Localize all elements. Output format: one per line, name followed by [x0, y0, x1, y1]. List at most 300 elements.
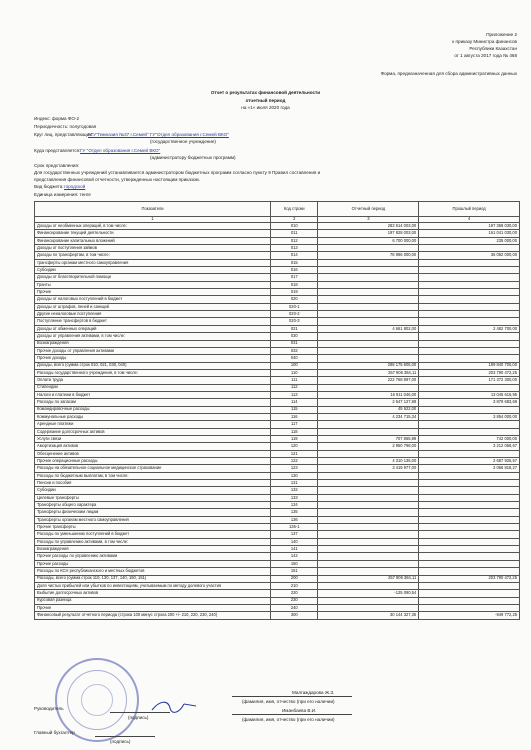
row-previous-value [419, 538, 520, 545]
row-current-value [318, 296, 419, 303]
table-row [35, 465, 520, 472]
row-current-value: 2 950 798,00 [318, 443, 419, 450]
row-previous-value [419, 487, 520, 494]
row-code: 110 [271, 369, 318, 376]
row-current-value [318, 259, 419, 266]
row-previous-value [419, 296, 520, 303]
row-code: 300 [271, 612, 318, 619]
head-name-note: (фамилия, имя, отчество (при его наличии) [242, 699, 335, 704]
row-previous-value: 3 879 683,69 [419, 399, 520, 406]
head-signature-icon [150, 698, 200, 714]
submitters-value: КГУ"Гимназия №37 г.Семей" ГУ"Отдел образования г.Семей ВКО" [88, 132, 229, 137]
row-indicator: Налоги и платежи в бюджет [35, 391, 271, 398]
row-current-value [318, 560, 419, 567]
row-previous-value: 2 687 925,67 [419, 458, 520, 465]
table-row [35, 355, 520, 362]
table-row [35, 252, 520, 259]
row-indicator: Оплата труда [35, 377, 271, 384]
table-row [35, 369, 520, 376]
table-row [35, 318, 520, 325]
row-previous-value: -949 772,25 [419, 612, 520, 619]
row-indicator: Расходы государственного учреждения, в том числе: [35, 369, 271, 376]
table-row [35, 538, 520, 545]
row-previous-value [419, 450, 520, 457]
accountant-name-line [232, 714, 352, 715]
row-current-value [318, 421, 419, 428]
table-row [35, 259, 520, 266]
row-previous-value [419, 516, 520, 523]
row-indicator: Прочие трансферты [35, 524, 271, 531]
row-previous-value [419, 421, 520, 428]
row-code: 137 [271, 531, 318, 538]
submitters-note: (государственное учреждение) [150, 139, 216, 144]
row-current-value [318, 604, 419, 611]
header-previous-period: Прошлый период [419, 202, 520, 217]
row-code: 200 [271, 575, 318, 582]
row-current-value: 16 911 046,00 [318, 391, 419, 398]
row-previous-value: 3 212 058,67 [419, 443, 520, 450]
row-previous-value [419, 480, 520, 487]
row-code: 021 [271, 325, 318, 332]
row-indicator: Другие неналоговые поступления [35, 311, 271, 318]
accountant-sign-caption: (подпись) [110, 739, 131, 744]
periodicity: Периодичность: полугодовая [34, 124, 97, 129]
row-previous-value [419, 347, 520, 354]
budget-value: городской [64, 184, 86, 189]
submitters-label: Круг лиц, представляющих: [34, 132, 93, 137]
row-indicator: Прочие расходы по управлению активами [35, 553, 271, 560]
appendix-line-2: к приказу Министра финансов [452, 39, 517, 44]
row-code: 014 [271, 252, 318, 259]
row-previous-value [419, 318, 520, 325]
row-indicator: Расходы по запасам [35, 399, 271, 406]
row-indicator: Расходы по КСН республиканского и местных бюджетов [35, 568, 271, 575]
table-row [35, 487, 520, 494]
row-current-value: 6 700 000,00 [318, 237, 419, 244]
table-row [35, 575, 520, 582]
table-row [35, 531, 520, 538]
row-indicator: Расходы по уменьшению поступлений в бюджет [35, 531, 271, 538]
table-row [35, 509, 520, 516]
row-current-value [318, 245, 419, 252]
row-code: 150 [271, 560, 318, 567]
table-row [35, 267, 520, 274]
results-table [34, 201, 520, 620]
row-indicator: Доходы от налоговых поступлений в бюджет [35, 296, 271, 303]
row-previous-value [419, 546, 520, 553]
row-current-value [318, 487, 419, 494]
accountant-signature-line [95, 736, 155, 737]
row-indicator: Доходы по трансфертам, в том числе: [35, 252, 271, 259]
row-previous-value [419, 303, 520, 310]
table-row [35, 480, 520, 487]
row-code: 115 [271, 406, 318, 413]
row-indicator: Доходы от управления активами, в том числе: [35, 333, 271, 340]
row-indicator: Финансовый результат отчетного периода (строка 100 минус строка 200 +/- 210, 220, 230, 240) [35, 612, 271, 619]
row-code: 020-2 [271, 311, 318, 318]
table-row [35, 237, 520, 244]
row-code: 133 [271, 494, 318, 501]
row-previous-value [419, 560, 520, 567]
appendix-line-1: Приложение 2 [486, 32, 517, 37]
row-current-value: 30 144 327,35 [318, 612, 419, 619]
row-indicator: Прочие [35, 289, 271, 296]
head-name: Малгаждарова Ж.З. [292, 690, 335, 695]
row-indicator: Финансирование текущей деятельности [35, 230, 271, 237]
row-indicator: Курсовая разница [35, 597, 271, 604]
table-row [35, 223, 520, 230]
row-code: 141 [271, 546, 318, 553]
row-indicator: Гранты [35, 281, 271, 288]
row-code: 030 [271, 333, 318, 340]
header-indicators: Показатели [35, 202, 271, 217]
row-indicator: Вознаграждения [35, 340, 271, 347]
table-row [35, 274, 520, 281]
row-current-value [318, 333, 419, 340]
row-current-value [318, 494, 419, 501]
table-row [35, 230, 520, 237]
row-indicator: Доходы от поступления займов [35, 245, 271, 252]
table-row [35, 450, 520, 457]
row-indicator: Прочие расходы [35, 560, 271, 567]
table-row [35, 406, 520, 413]
index-cell: 2 [271, 217, 318, 223]
row-current-value [318, 546, 419, 553]
row-current-value [318, 267, 419, 274]
head-label: Руководитель [34, 706, 64, 711]
table-row [35, 494, 520, 501]
row-indicator: Арендные платежи [35, 421, 271, 428]
row-code: 210 [271, 582, 318, 589]
row-previous-value [419, 428, 520, 435]
row-current-value [318, 274, 419, 281]
row-code: 015 [271, 259, 318, 266]
row-previous-value [419, 289, 520, 296]
table-row [35, 384, 520, 391]
row-current-value [318, 509, 419, 516]
table-row [35, 516, 520, 523]
table-row [35, 568, 520, 575]
row-current-value: 2 547 127,88 [318, 399, 419, 406]
row-previous-value: 2 066 818,27 [419, 465, 520, 472]
row-current-value [318, 311, 419, 318]
row-previous-value [419, 524, 520, 531]
row-current-value [318, 597, 419, 604]
row-previous-value [419, 333, 520, 340]
row-current-value [318, 568, 419, 575]
row-current-value: 3 419 977,00 [318, 465, 419, 472]
row-code: 016 [271, 267, 318, 274]
header-code: Код строки [271, 202, 318, 217]
row-code: 117 [271, 421, 318, 428]
row-indicator: Расходы на обязательное социальное медицинское страхование [35, 465, 271, 472]
report-date: на «1» июля 2020 года [241, 105, 290, 110]
table-row [35, 296, 520, 303]
row-indicator: Расходы, всего (сумма строк 110, 130, 137, 140, 150, 151) [35, 575, 271, 582]
row-code: 018 [271, 281, 318, 288]
row-code: 120 [271, 443, 318, 450]
form-index: Индекс: форма ФО-2 [34, 116, 80, 121]
table-row [35, 443, 520, 450]
row-previous-value: 3 854 000,00 [419, 413, 520, 420]
row-indicator: Трансферты общего характера [35, 502, 271, 509]
row-indicator: трансферты органам местного самоуправления [35, 259, 271, 266]
row-current-value [318, 450, 419, 457]
table-row [35, 546, 520, 553]
report-title: Отчет о результатах финансовой деятельности [210, 90, 321, 95]
row-code: 220 [271, 590, 318, 597]
index-cell: 4 [419, 217, 520, 223]
row-current-value: 78 986 000,00 [318, 252, 419, 259]
table-row [35, 582, 520, 589]
row-code: 121 [271, 450, 318, 457]
row-indicator: Командировочные расходы [35, 406, 271, 413]
row-previous-value [419, 582, 520, 589]
table-row [35, 612, 520, 619]
row-indicator: Финансирование капитальных вложений [35, 237, 271, 244]
row-indicator: Обесценение активов [35, 450, 271, 457]
table-row [35, 311, 520, 318]
row-previous-value [419, 472, 520, 479]
row-current-value: -125 090,54 [318, 590, 419, 597]
row-current-value [318, 502, 419, 509]
row-current-value [318, 516, 419, 523]
row-current-value: 257 906 384,11 [318, 575, 419, 582]
row-code: 012 [271, 237, 318, 244]
row-indicator: Содержание долгосрочных активов [35, 428, 271, 435]
table-row [35, 502, 520, 509]
row-current-value: 222 768 897,00 [318, 377, 419, 384]
row-code: 032 [271, 347, 318, 354]
row-code: 116 [271, 413, 318, 420]
row-code: 113 [271, 391, 318, 398]
table-row [35, 413, 520, 420]
row-current-value [318, 340, 419, 347]
row-current-value [318, 281, 419, 288]
row-code: 135 [271, 509, 318, 516]
row-previous-value [419, 245, 520, 252]
table-row [35, 303, 520, 310]
table-row [35, 435, 520, 442]
accountant-name-note: (фамилия, имя, отчество (при его наличии) [242, 717, 335, 722]
row-code: 011 [271, 230, 318, 237]
table-row [35, 347, 520, 354]
row-current-value: 4 310 135,00 [318, 458, 419, 465]
row-code: 013 [271, 245, 318, 252]
table-row [35, 333, 520, 340]
row-current-value [318, 582, 419, 589]
row-indicator: Поступление трансфертов в бюджет [35, 318, 271, 325]
table-row [35, 399, 520, 406]
row-indicator: Доходы от необменных операций, в том числе: [35, 223, 271, 230]
row-previous-value: 199 840 700,00 [419, 362, 520, 369]
row-previous-value [419, 406, 520, 413]
row-previous-value [419, 502, 520, 509]
index-cell: 3 [318, 217, 419, 223]
row-code: 040 [271, 355, 318, 362]
row-code: 240 [271, 604, 318, 611]
row-previous-value [419, 553, 520, 560]
row-indicator: Пенсии и пособия [35, 480, 271, 487]
row-code: 020-1 [271, 303, 318, 310]
row-indicator: Выбытие долгосрочных активов [35, 590, 271, 597]
row-code: 010 [271, 223, 318, 230]
table-row [35, 245, 520, 252]
row-current-value [318, 289, 419, 296]
form-note: Форма, предназначенная для сбора административных данных [380, 71, 517, 76]
deadline-text-2: представления финансовой отчетности, утвержденных настоящим приказом. [34, 177, 200, 182]
row-previous-value: 203 790 472,25 [419, 575, 520, 582]
row-indicator: Субсидии [35, 267, 271, 274]
table-row [35, 362, 520, 369]
head-sign-caption: (подпись) [128, 715, 149, 720]
row-code: 122 [271, 458, 318, 465]
row-code: 020-3 [271, 318, 318, 325]
row-indicator: Субсидии [35, 487, 271, 494]
row-current-value [318, 538, 419, 545]
table-row [35, 340, 520, 347]
unit-label: Единица измерения: тенге [34, 192, 91, 197]
row-indicator: Расходы по управлению активами, в том числе: [35, 538, 271, 545]
row-current-value [318, 355, 419, 362]
row-previous-value [419, 384, 520, 391]
row-indicator: Доходы от штрафов, пеней и санкций [35, 303, 271, 310]
row-current-value [318, 303, 419, 310]
row-previous-value [419, 259, 520, 266]
row-indicator: Услуги связи [35, 435, 271, 442]
row-code: 111 [271, 377, 318, 384]
row-indicator: Вознаграждения [35, 546, 271, 553]
table-row [35, 377, 520, 384]
row-previous-value [419, 531, 520, 538]
row-code: 017 [271, 274, 318, 281]
row-current-value: 257 906 384,11 [318, 369, 419, 376]
row-previous-value [419, 568, 520, 575]
row-previous-value: 203 790 472,25 [419, 369, 520, 376]
row-previous-value [419, 597, 520, 604]
row-code: 134 [271, 502, 318, 509]
row-indicator: Целевые трансферты [35, 494, 271, 501]
row-indicator: Доходы от обменных операций [35, 325, 271, 332]
appendix-line-3: Республики Казахстан [469, 46, 517, 51]
row-code: 114 [271, 399, 318, 406]
row-indicator: Коммунальные расходы [35, 413, 271, 420]
row-code: 132 [271, 487, 318, 494]
row-indicator: Прочие операционные расходы [35, 458, 271, 465]
where-label: Куда представляется: [34, 148, 81, 153]
row-current-value [318, 428, 419, 435]
row-indicator: Прочие [35, 604, 271, 611]
table-row [35, 553, 520, 560]
row-previous-value: 742 000,00 [419, 435, 520, 442]
row-current-value: 283 514 003,00 [318, 223, 419, 230]
row-previous-value: 2 482 700,00 [419, 325, 520, 332]
table-row [35, 560, 520, 567]
row-previous-value [419, 509, 520, 516]
row-current-value [318, 553, 419, 560]
row-code: 142 [271, 553, 318, 560]
row-previous-value [419, 590, 520, 597]
report-period: отчетный период [245, 98, 286, 103]
row-code: 140 [271, 538, 318, 545]
row-previous-value: 171 372 300,00 [419, 377, 520, 384]
row-current-value [318, 524, 419, 531]
row-previous-value [419, 355, 520, 362]
row-previous-value [419, 604, 520, 611]
row-current-value [318, 347, 419, 354]
row-code: 020 [271, 296, 318, 303]
row-code: 031 [271, 340, 318, 347]
row-current-value [318, 384, 419, 391]
row-code: 112 [271, 384, 318, 391]
appendix-line-4: от 1 августа 2017 года № 468 [454, 53, 517, 58]
head-name-line [232, 696, 352, 697]
table-row [35, 524, 520, 531]
table-row [35, 472, 520, 479]
row-current-value: 4 234 715,34 [318, 413, 419, 420]
table-row [35, 391, 520, 398]
row-code: 019 [271, 289, 318, 296]
budget-label: Вид бюджета: [34, 184, 64, 189]
table-row [35, 604, 520, 611]
table-row [35, 289, 520, 296]
deadline-text-1: Для государственных учреждений устанавливается администратором бюджетных программ согласно пункту 9 Правил составления и [34, 170, 321, 175]
table-row [35, 458, 520, 465]
row-current-value: 288 175 805,00 [318, 362, 419, 369]
row-indicator: Прочие доходы [35, 355, 271, 362]
index-cell: 1 [35, 217, 271, 223]
row-indicator: Доходы, всего (сумма строк 010, 021, 030, 040) [35, 362, 271, 369]
row-current-value: 707 865,89 [318, 435, 419, 442]
row-indicator: Стипендии [35, 384, 271, 391]
row-previous-value [419, 494, 520, 501]
row-current-value [318, 531, 419, 538]
accountant-name: Иманбаева В.И. [282, 708, 317, 713]
row-indicator: Доля чистых прибылей или убытков по инвестициям, учитываемым по методу долевого участия [35, 582, 271, 589]
row-current-value [318, 472, 419, 479]
table-row [35, 325, 520, 332]
row-previous-value [419, 267, 520, 274]
row-previous-value: 36 082 000,00 [419, 252, 520, 259]
header-current-period: Отчетный период [318, 202, 419, 217]
row-previous-value [419, 311, 520, 318]
row-code: 123 [271, 465, 318, 472]
row-previous-value: 197 358 030,00 [419, 223, 520, 230]
row-code: 136-1 [271, 524, 318, 531]
row-current-value: 45 622,00 [318, 406, 419, 413]
row-previous-value [419, 281, 520, 288]
row-indicator: Доходы от благотворительной помощи [35, 274, 271, 281]
row-code: 230 [271, 597, 318, 604]
table-header-row [35, 202, 520, 217]
row-previous-value [419, 340, 520, 347]
row-code: 131 [271, 480, 318, 487]
row-indicator: Расходы по бюджетным выплатам, в том числе: [35, 472, 271, 479]
row-current-value: 4 661 802,00 [318, 325, 419, 332]
row-indicator: Прочие доходы от управления активами [35, 347, 271, 354]
row-indicator: Трансферты физическим лицам [35, 509, 271, 516]
row-previous-value: 235 000,00 [419, 237, 520, 244]
where-note: (администратору бюджетных программ) [150, 155, 236, 160]
row-previous-value: 161 041 030,00 [419, 230, 520, 237]
row-code: 136 [271, 516, 318, 523]
deadline-label: Срок представления: [34, 163, 80, 168]
where-value: ГУ "Отдел образования г.Семей ВКО" [80, 148, 161, 153]
table-row [35, 281, 520, 288]
row-current-value [318, 480, 419, 487]
table-row [35, 428, 520, 435]
row-code: 151 [271, 568, 318, 575]
